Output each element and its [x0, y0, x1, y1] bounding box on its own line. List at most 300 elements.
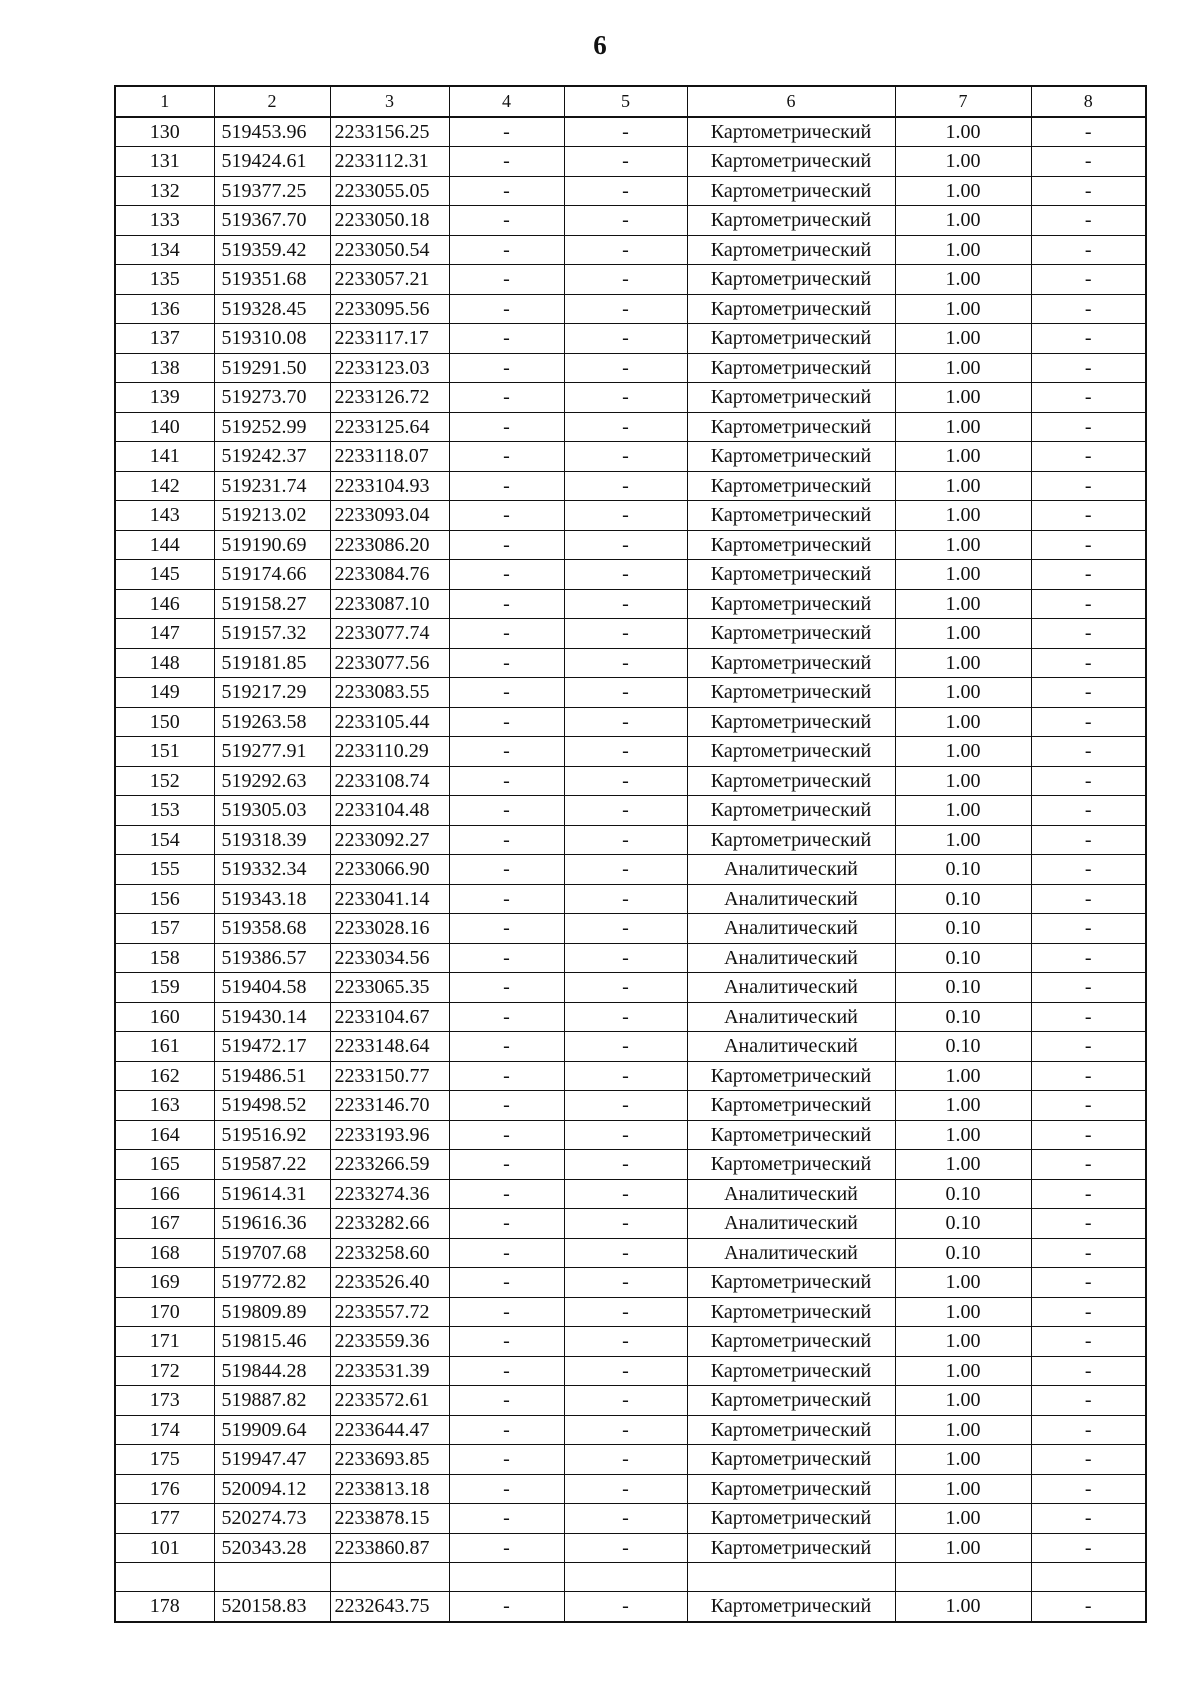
- accuracy-cell: 1.00: [895, 383, 1031, 413]
- method-cell: Картометрический: [687, 1504, 895, 1534]
- col8-cell: -: [1031, 825, 1146, 855]
- accuracy-cell: 0.10: [895, 914, 1031, 944]
- method-cell: Картометрический: [687, 1356, 895, 1386]
- table-row: [115, 1415, 1146, 1445]
- x-coordinate-cell: 519386.57: [214, 943, 330, 973]
- x-coordinate-cell: 519328.45: [214, 294, 330, 324]
- x-coordinate-cell: 519707.68: [214, 1238, 330, 1268]
- col4-cell: -: [449, 412, 564, 442]
- accuracy-cell: 1.00: [895, 1415, 1031, 1445]
- y-coordinate-cell: 2233813.18: [330, 1474, 449, 1504]
- accuracy-cell: 1.00: [895, 796, 1031, 826]
- point-number-cell: 171: [115, 1327, 214, 1357]
- table-row: [115, 707, 1146, 737]
- method-cell: Аналитический: [687, 884, 895, 914]
- y-coordinate-cell: 2233146.70: [330, 1091, 449, 1121]
- col4-cell: -: [449, 1002, 564, 1032]
- y-coordinate-cell: 2233084.76: [330, 560, 449, 590]
- col4-cell: -: [449, 1061, 564, 1091]
- header-row: [115, 86, 1146, 117]
- point-number-cell: 135: [115, 265, 214, 295]
- x-coordinate-cell: 519486.51: [214, 1061, 330, 1091]
- table-row: [115, 147, 1146, 177]
- accuracy-cell: [895, 1563, 1031, 1592]
- col8-cell: -: [1031, 619, 1146, 649]
- accuracy-cell: 1.00: [895, 117, 1031, 147]
- method-cell: Картометрический: [687, 648, 895, 678]
- col5-cell: -: [564, 678, 687, 708]
- accuracy-cell: 1.00: [895, 737, 1031, 767]
- col8-cell: -: [1031, 737, 1146, 767]
- col4-cell: -: [449, 1356, 564, 1386]
- point-number-cell: 143: [115, 501, 214, 531]
- y-coordinate-cell: 2233126.72: [330, 383, 449, 413]
- method-cell: Картометрический: [687, 442, 895, 472]
- col5-cell: -: [564, 1091, 687, 1121]
- x-coordinate-cell: 519277.91: [214, 737, 330, 767]
- point-number-cell: 165: [115, 1150, 214, 1180]
- method-cell: Картометрический: [687, 1386, 895, 1416]
- table-row: [115, 1592, 1146, 1622]
- accuracy-cell: 1.00: [895, 825, 1031, 855]
- x-coordinate-cell: 519424.61: [214, 147, 330, 177]
- y-coordinate-cell: 2233125.64: [330, 412, 449, 442]
- table-row: [115, 648, 1146, 678]
- col5-cell: -: [564, 117, 687, 147]
- method-cell: Картометрический: [687, 1297, 895, 1327]
- x-coordinate-cell: 519815.46: [214, 1327, 330, 1357]
- accuracy-cell: 1.00: [895, 176, 1031, 206]
- x-coordinate-cell: 519772.82: [214, 1268, 330, 1298]
- y-coordinate-cell: 2233123.03: [330, 353, 449, 383]
- y-coordinate-cell: 2233644.47: [330, 1415, 449, 1445]
- x-coordinate-cell: 519377.25: [214, 176, 330, 206]
- col4-cell: -: [449, 1238, 564, 1268]
- col4-cell: -: [449, 324, 564, 354]
- col4-cell: -: [449, 294, 564, 324]
- col5-cell: -: [564, 589, 687, 619]
- table-row: [115, 796, 1146, 826]
- col4-cell: -: [449, 737, 564, 767]
- col4-cell: -: [449, 501, 564, 531]
- point-number-cell: 142: [115, 471, 214, 501]
- method-cell: Аналитический: [687, 943, 895, 973]
- method-cell: Картометрический: [687, 383, 895, 413]
- accuracy-cell: 1.00: [895, 530, 1031, 560]
- col8-cell: -: [1031, 176, 1146, 206]
- point-number-cell: 154: [115, 825, 214, 855]
- method-cell: Аналитический: [687, 1179, 895, 1209]
- point-number-cell: 169: [115, 1268, 214, 1298]
- point-number-cell: 144: [115, 530, 214, 560]
- accuracy-cell: 0.10: [895, 1238, 1031, 1268]
- x-coordinate-cell: 519430.14: [214, 1002, 330, 1032]
- col5-cell: -: [564, 1386, 687, 1416]
- table-row: [115, 206, 1146, 236]
- point-number-cell: 163: [115, 1091, 214, 1121]
- method-cell: Аналитический: [687, 1209, 895, 1239]
- y-coordinate-cell: 2233150.77: [330, 1061, 449, 1091]
- col4-cell: -: [449, 884, 564, 914]
- table-row: [115, 766, 1146, 796]
- y-coordinate-cell: 2233083.55: [330, 678, 449, 708]
- point-number-cell: 139: [115, 383, 214, 413]
- point-number-cell: 178: [115, 1592, 214, 1622]
- page-number: 6: [593, 30, 607, 60]
- accuracy-cell: 1.00: [895, 1592, 1031, 1622]
- col5-cell: -: [564, 206, 687, 236]
- x-coordinate-cell: 520274.73: [214, 1504, 330, 1534]
- method-cell: Картометрический: [687, 147, 895, 177]
- x-coordinate-cell: 519616.36: [214, 1209, 330, 1239]
- y-coordinate-cell: 2233055.05: [330, 176, 449, 206]
- col8-cell: -: [1031, 530, 1146, 560]
- accuracy-cell: 1.00: [895, 206, 1031, 236]
- col5-cell: -: [564, 324, 687, 354]
- point-number-cell: [115, 1563, 214, 1592]
- col5-cell: -: [564, 530, 687, 560]
- col8-cell: -: [1031, 1268, 1146, 1298]
- table-row: [115, 1504, 1146, 1534]
- y-coordinate-cell: 2233282.66: [330, 1209, 449, 1239]
- y-coordinate-cell: 2233095.56: [330, 294, 449, 324]
- method-cell: Картометрический: [687, 324, 895, 354]
- y-coordinate-cell: 2232643.75: [330, 1592, 449, 1622]
- col5-cell: -: [564, 943, 687, 973]
- x-coordinate-cell: 519343.18: [214, 884, 330, 914]
- column-header: 7: [895, 86, 1031, 117]
- accuracy-cell: 1.00: [895, 707, 1031, 737]
- col8-cell: -: [1031, 117, 1146, 147]
- col5-cell: -: [564, 855, 687, 885]
- col8-cell: -: [1031, 412, 1146, 442]
- method-cell: [687, 1563, 895, 1592]
- col8-cell: -: [1031, 855, 1146, 885]
- col8-cell: -: [1031, 796, 1146, 826]
- col4-cell: -: [449, 943, 564, 973]
- method-cell: Картометрический: [687, 560, 895, 590]
- col8-cell: -: [1031, 1327, 1146, 1357]
- method-cell: Картометрический: [687, 737, 895, 767]
- point-number-cell: 140: [115, 412, 214, 442]
- x-coordinate-cell: 519367.70: [214, 206, 330, 236]
- x-coordinate-cell: 519614.31: [214, 1179, 330, 1209]
- accuracy-cell: 1.00: [895, 678, 1031, 708]
- method-cell: Картометрический: [687, 501, 895, 531]
- method-cell: Картометрический: [687, 235, 895, 265]
- point-number-cell: 162: [115, 1061, 214, 1091]
- col5-cell: -: [564, 914, 687, 944]
- y-coordinate-cell: 2233572.61: [330, 1386, 449, 1416]
- accuracy-cell: 1.00: [895, 1533, 1031, 1563]
- x-coordinate-cell: 519174.66: [214, 560, 330, 590]
- table-row: [115, 914, 1146, 944]
- col5-cell: -: [564, 235, 687, 265]
- x-coordinate-cell: 519516.92: [214, 1120, 330, 1150]
- accuracy-cell: 0.10: [895, 855, 1031, 885]
- col5-cell: -: [564, 884, 687, 914]
- accuracy-cell: 1.00: [895, 1445, 1031, 1475]
- col5-cell: -: [564, 648, 687, 678]
- y-coordinate-cell: 2233105.44: [330, 707, 449, 737]
- accuracy-cell: 1.00: [895, 501, 1031, 531]
- point-number-cell: 156: [115, 884, 214, 914]
- x-coordinate-cell: 519291.50: [214, 353, 330, 383]
- accuracy-cell: 1.00: [895, 1268, 1031, 1298]
- col5-cell: [564, 1563, 687, 1592]
- column-header: 3: [330, 86, 449, 117]
- col5-cell: -: [564, 412, 687, 442]
- col8-cell: -: [1031, 1533, 1146, 1563]
- x-coordinate-cell: [214, 1563, 330, 1592]
- col4-cell: -: [449, 235, 564, 265]
- col5-cell: -: [564, 1474, 687, 1504]
- table-row: [115, 560, 1146, 590]
- accuracy-cell: 1.00: [895, 1327, 1031, 1357]
- table-row: [115, 884, 1146, 914]
- y-coordinate-cell: 2233050.54: [330, 235, 449, 265]
- col4-cell: -: [449, 560, 564, 590]
- y-coordinate-cell: 2233065.35: [330, 973, 449, 1003]
- y-coordinate-cell: 2233050.18: [330, 206, 449, 236]
- col5-cell: -: [564, 766, 687, 796]
- col4-cell: -: [449, 1268, 564, 1298]
- x-coordinate-cell: 519292.63: [214, 766, 330, 796]
- x-coordinate-cell: 519358.68: [214, 914, 330, 944]
- point-number-cell: 166: [115, 1179, 214, 1209]
- col4-cell: -: [449, 117, 564, 147]
- accuracy-cell: 1.00: [895, 353, 1031, 383]
- accuracy-cell: 1.00: [895, 1474, 1031, 1504]
- y-coordinate-cell: 2233104.48: [330, 796, 449, 826]
- y-coordinate-cell: 2233034.56: [330, 943, 449, 973]
- col4-cell: -: [449, 1179, 564, 1209]
- col5-cell: -: [564, 1504, 687, 1534]
- col8-cell: -: [1031, 914, 1146, 944]
- col5-cell: -: [564, 501, 687, 531]
- method-cell: Картометрический: [687, 353, 895, 383]
- col4-cell: -: [449, 589, 564, 619]
- table-row: [115, 1150, 1146, 1180]
- method-cell: Картометрический: [687, 1474, 895, 1504]
- col5-cell: -: [564, 176, 687, 206]
- method-cell: Картометрический: [687, 1445, 895, 1475]
- table-row: [115, 678, 1146, 708]
- table-row: [115, 471, 1146, 501]
- y-coordinate-cell: [330, 1563, 449, 1592]
- y-coordinate-cell: 2233860.87: [330, 1533, 449, 1563]
- column-header: 8: [1031, 86, 1146, 117]
- method-cell: Аналитический: [687, 1032, 895, 1062]
- col4-cell: -: [449, 796, 564, 826]
- col8-cell: -: [1031, 353, 1146, 383]
- table-row: [115, 383, 1146, 413]
- x-coordinate-cell: 519472.17: [214, 1032, 330, 1062]
- y-coordinate-cell: 2233104.67: [330, 1002, 449, 1032]
- point-number-cell: 173: [115, 1386, 214, 1416]
- table-row: [115, 176, 1146, 206]
- col5-cell: -: [564, 1327, 687, 1357]
- col5-cell: -: [564, 353, 687, 383]
- method-cell: Аналитический: [687, 1238, 895, 1268]
- col8-cell: -: [1031, 1445, 1146, 1475]
- y-coordinate-cell: 2233057.21: [330, 265, 449, 295]
- table-row: [115, 265, 1146, 295]
- method-cell: Картометрический: [687, 1592, 895, 1622]
- method-cell: Картометрический: [687, 412, 895, 442]
- table-row: [115, 353, 1146, 383]
- y-coordinate-cell: 2233118.07: [330, 442, 449, 472]
- point-number-cell: 153: [115, 796, 214, 826]
- col5-cell: -: [564, 1150, 687, 1180]
- col4-cell: -: [449, 1209, 564, 1239]
- table-row: [115, 1120, 1146, 1150]
- accuracy-cell: 0.10: [895, 884, 1031, 914]
- point-number-cell: 133: [115, 206, 214, 236]
- y-coordinate-cell: 2233028.16: [330, 914, 449, 944]
- x-coordinate-cell: 519587.22: [214, 1150, 330, 1180]
- accuracy-cell: 1.00: [895, 1091, 1031, 1121]
- method-cell: Картометрический: [687, 589, 895, 619]
- point-number-cell: 158: [115, 943, 214, 973]
- table-row: [115, 737, 1146, 767]
- col5-cell: -: [564, 1032, 687, 1062]
- col5-cell: -: [564, 1415, 687, 1445]
- x-coordinate-cell: 519809.89: [214, 1297, 330, 1327]
- col4-cell: -: [449, 176, 564, 206]
- accuracy-cell: 1.00: [895, 442, 1031, 472]
- col4-cell: -: [449, 1533, 564, 1563]
- point-number-cell: 137: [115, 324, 214, 354]
- x-coordinate-cell: 519310.08: [214, 324, 330, 354]
- col8-cell: -: [1031, 560, 1146, 590]
- table-row: [115, 324, 1146, 354]
- col8-cell: -: [1031, 648, 1146, 678]
- point-number-cell: 132: [115, 176, 214, 206]
- accuracy-cell: 1.00: [895, 412, 1031, 442]
- col4-cell: -: [449, 619, 564, 649]
- x-coordinate-cell: 519359.42: [214, 235, 330, 265]
- col8-cell: -: [1031, 678, 1146, 708]
- table-row: [115, 1209, 1146, 1239]
- col4-cell: -: [449, 1297, 564, 1327]
- point-number-cell: 149: [115, 678, 214, 708]
- x-coordinate-cell: 519263.58: [214, 707, 330, 737]
- col5-cell: -: [564, 1120, 687, 1150]
- col4-cell: -: [449, 707, 564, 737]
- coordinates-table: [114, 85, 1147, 1623]
- y-coordinate-cell: 2233559.36: [330, 1327, 449, 1357]
- col4-cell: -: [449, 442, 564, 472]
- col4-cell: -: [449, 471, 564, 501]
- x-coordinate-cell: 519158.27: [214, 589, 330, 619]
- col5-cell: -: [564, 1238, 687, 1268]
- col5-cell: -: [564, 1209, 687, 1239]
- col5-cell: -: [564, 973, 687, 1003]
- accuracy-cell: 1.00: [895, 589, 1031, 619]
- col8-cell: -: [1031, 1504, 1146, 1534]
- x-coordinate-cell: 520158.83: [214, 1592, 330, 1622]
- x-coordinate-cell: 519498.52: [214, 1091, 330, 1121]
- accuracy-cell: 0.10: [895, 1179, 1031, 1209]
- col4-cell: -: [449, 1592, 564, 1622]
- col5-cell: -: [564, 383, 687, 413]
- point-number-cell: 134: [115, 235, 214, 265]
- table-row: [115, 1563, 1146, 1592]
- col4-cell: -: [449, 1091, 564, 1121]
- col4-cell: -: [449, 265, 564, 295]
- point-number-cell: 150: [115, 707, 214, 737]
- table-row: [115, 1091, 1146, 1121]
- col5-cell: -: [564, 737, 687, 767]
- table-row: [115, 1061, 1146, 1091]
- y-coordinate-cell: 2233077.56: [330, 648, 449, 678]
- col8-cell: -: [1031, 1150, 1146, 1180]
- table-row: [115, 235, 1146, 265]
- point-number-cell: 157: [115, 914, 214, 944]
- y-coordinate-cell: 2233108.74: [330, 766, 449, 796]
- col4-cell: -: [449, 1150, 564, 1180]
- x-coordinate-cell: 520094.12: [214, 1474, 330, 1504]
- y-coordinate-cell: 2233274.36: [330, 1179, 449, 1209]
- method-cell: Картометрический: [687, 1150, 895, 1180]
- column-header: 6: [687, 86, 895, 117]
- method-cell: Аналитический: [687, 914, 895, 944]
- col8-cell: -: [1031, 471, 1146, 501]
- point-number-cell: 159: [115, 973, 214, 1003]
- col4-cell: -: [449, 973, 564, 1003]
- method-cell: Картометрический: [687, 117, 895, 147]
- col4-cell: -: [449, 1445, 564, 1475]
- method-cell: Картометрический: [687, 1268, 895, 1298]
- x-coordinate-cell: 519909.64: [214, 1415, 330, 1445]
- x-coordinate-cell: 519213.02: [214, 501, 330, 531]
- x-coordinate-cell: 519252.99: [214, 412, 330, 442]
- x-coordinate-cell: 519453.96: [214, 117, 330, 147]
- y-coordinate-cell: 2233193.96: [330, 1120, 449, 1150]
- method-cell: Картометрический: [687, 265, 895, 295]
- col8-cell: -: [1031, 501, 1146, 531]
- col8-cell: -: [1031, 973, 1146, 1003]
- table-row: [115, 1002, 1146, 1032]
- point-number-cell: 151: [115, 737, 214, 767]
- col5-cell: -: [564, 707, 687, 737]
- point-number-cell: 177: [115, 1504, 214, 1534]
- col4-cell: -: [449, 825, 564, 855]
- y-coordinate-cell: 2233077.74: [330, 619, 449, 649]
- col5-cell: -: [564, 560, 687, 590]
- col4-cell: -: [449, 1415, 564, 1445]
- method-cell: Картометрический: [687, 530, 895, 560]
- table-row: [115, 1445, 1146, 1475]
- point-number-cell: 152: [115, 766, 214, 796]
- x-coordinate-cell: 519181.85: [214, 648, 330, 678]
- y-coordinate-cell: 2233092.27: [330, 825, 449, 855]
- table-body: [115, 117, 1146, 1622]
- column-header: 1: [115, 86, 214, 117]
- x-coordinate-cell: 519305.03: [214, 796, 330, 826]
- col8-cell: -: [1031, 147, 1146, 177]
- col8-cell: -: [1031, 294, 1146, 324]
- col4-cell: -: [449, 1474, 564, 1504]
- col8-cell: -: [1031, 884, 1146, 914]
- col4-cell: -: [449, 648, 564, 678]
- y-coordinate-cell: 2233878.15: [330, 1504, 449, 1534]
- col5-cell: -: [564, 825, 687, 855]
- method-cell: Аналитический: [687, 1002, 895, 1032]
- col8-cell: -: [1031, 1032, 1146, 1062]
- point-number-cell: 164: [115, 1120, 214, 1150]
